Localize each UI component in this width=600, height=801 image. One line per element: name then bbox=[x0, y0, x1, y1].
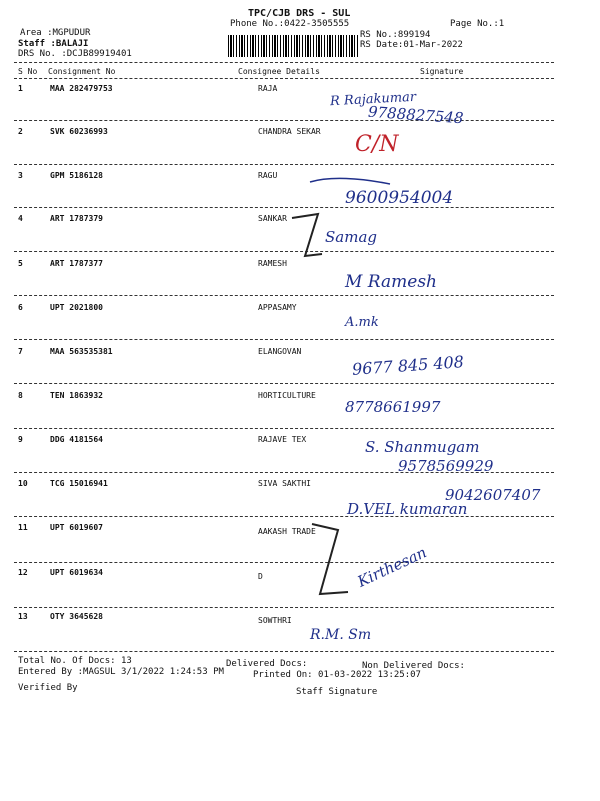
column-header-consignment: Consignment No bbox=[48, 67, 116, 76]
phone-row-1: 9788827548 bbox=[367, 102, 464, 128]
page-number: Page No.:1 bbox=[450, 19, 505, 29]
signature-row-9: S. Shanmugam bbox=[365, 438, 480, 456]
column-header-signature: Signature bbox=[420, 67, 464, 76]
staff-signature: Staff Signature bbox=[296, 687, 378, 697]
row-consignment: TEN 1863932 bbox=[50, 391, 103, 400]
row-sno: 12 bbox=[18, 568, 28, 577]
row-sno: 8 bbox=[18, 391, 23, 400]
phone-number: Phone No.:0422-3505555 bbox=[230, 19, 350, 29]
delivered-docs: Delivered Docs: bbox=[226, 659, 308, 669]
rs-date: RS Date:01-Mar-2022 bbox=[360, 40, 463, 50]
row-consignment: MAA 563535381 bbox=[50, 347, 113, 356]
rs-number: RS No.:899194 bbox=[360, 30, 431, 40]
row-sno: 4 bbox=[18, 214, 23, 223]
row-consignee: ELANGOVAN bbox=[258, 347, 302, 356]
document-title: TPC/CJB DRS - SUL bbox=[248, 8, 351, 19]
row-sno: 11 bbox=[18, 523, 28, 532]
signature-row-5: M Ramesh bbox=[345, 272, 437, 292]
signature-row-1: R Rajakumar bbox=[329, 89, 417, 110]
row-consignee: APPASAMY bbox=[258, 303, 297, 312]
row-consignment: ART 1787379 bbox=[50, 214, 103, 223]
row-consignee: RAJA bbox=[258, 84, 278, 93]
row-consignment: SVK 60236993 bbox=[50, 127, 108, 136]
phone-row-10: 9042607407 bbox=[445, 486, 541, 504]
row-consignment: ART 1787377 bbox=[50, 259, 103, 268]
column-header-sno: S No bbox=[18, 67, 38, 76]
signature-row-12: Kirthesan bbox=[354, 543, 430, 591]
printed-on: Printed On: 01-03-2022 13:25:07 bbox=[253, 670, 421, 680]
row-consignee: SOWTHRI bbox=[258, 616, 292, 625]
phone-row-9: 9578569929 bbox=[398, 457, 494, 475]
row-consignee: CHANDRA SEKAR bbox=[258, 127, 321, 136]
entered-by: Entered By :MAGSUL 3/1/2022 1:24:53 PM bbox=[18, 667, 224, 677]
row-sno: 7 bbox=[18, 347, 23, 356]
row-consignee: SIVA SAKTHI bbox=[258, 479, 311, 488]
row-sno: 6 bbox=[18, 303, 23, 312]
row-consignment: GPM 5186128 bbox=[50, 171, 103, 180]
row-sno: 3 bbox=[18, 171, 23, 180]
row-consignment: TCG 15016941 bbox=[50, 479, 108, 488]
row-consignment: UPT 6019634 bbox=[50, 568, 103, 577]
row-sno: 9 bbox=[18, 435, 23, 444]
signature-row-6: A.mk bbox=[345, 315, 379, 330]
verified-by: Verified By bbox=[18, 683, 78, 693]
phone-row-7: 9677 845 408 bbox=[351, 352, 465, 379]
signature-row-4: Samag bbox=[325, 228, 377, 246]
strike-stroke bbox=[310, 178, 390, 184]
row-consignment: DDG 4181564 bbox=[50, 435, 103, 444]
row-sno: 2 bbox=[18, 127, 23, 136]
row-consignment: UPT 6019607 bbox=[50, 523, 103, 532]
row-consignment: OTY 3645628 bbox=[50, 612, 103, 621]
row-consignment: UPT 2021800 bbox=[50, 303, 103, 312]
row-consignment: MAA 282479753 bbox=[50, 84, 113, 93]
row-consignee: D bbox=[258, 572, 263, 581]
non-delivered-docs: Non Delivered Docs: bbox=[362, 661, 465, 671]
drs-number: DRS No. :DCJB89919401 bbox=[18, 49, 132, 59]
row-consignee: RAJAVE TEX bbox=[258, 435, 307, 444]
row-consignee: SANKAR bbox=[258, 214, 287, 223]
phone-row-8: 8778661997 bbox=[345, 398, 441, 416]
row-consignee: AAKASH TRADE bbox=[258, 527, 316, 536]
row-consignee: RAMESH bbox=[258, 259, 287, 268]
phone-row-3: 9600954004 bbox=[345, 188, 454, 208]
staff-label: Staff :BALAJI bbox=[18, 39, 89, 49]
area-label: Area :MGPUDUR bbox=[20, 28, 91, 38]
row-sno: 10 bbox=[18, 479, 28, 488]
signature-row-2: C/N bbox=[355, 132, 399, 157]
row-sno: 13 bbox=[18, 612, 28, 621]
bracket-stroke-upper bbox=[292, 214, 322, 256]
bracket-stroke-lower bbox=[312, 524, 348, 594]
column-header-consignee: Consignee Details bbox=[238, 67, 320, 76]
row-sno: 1 bbox=[18, 84, 23, 93]
signature-row-13: R.M. Sm bbox=[310, 627, 372, 643]
row-sno: 5 bbox=[18, 259, 23, 268]
signature-row-10: D.VEL kumaran bbox=[347, 500, 468, 518]
total-docs: Total No. Of Docs: 13 bbox=[18, 656, 132, 666]
row-consignee: RAGU bbox=[258, 171, 278, 180]
row-consignee: HORTICULTURE bbox=[258, 391, 316, 400]
